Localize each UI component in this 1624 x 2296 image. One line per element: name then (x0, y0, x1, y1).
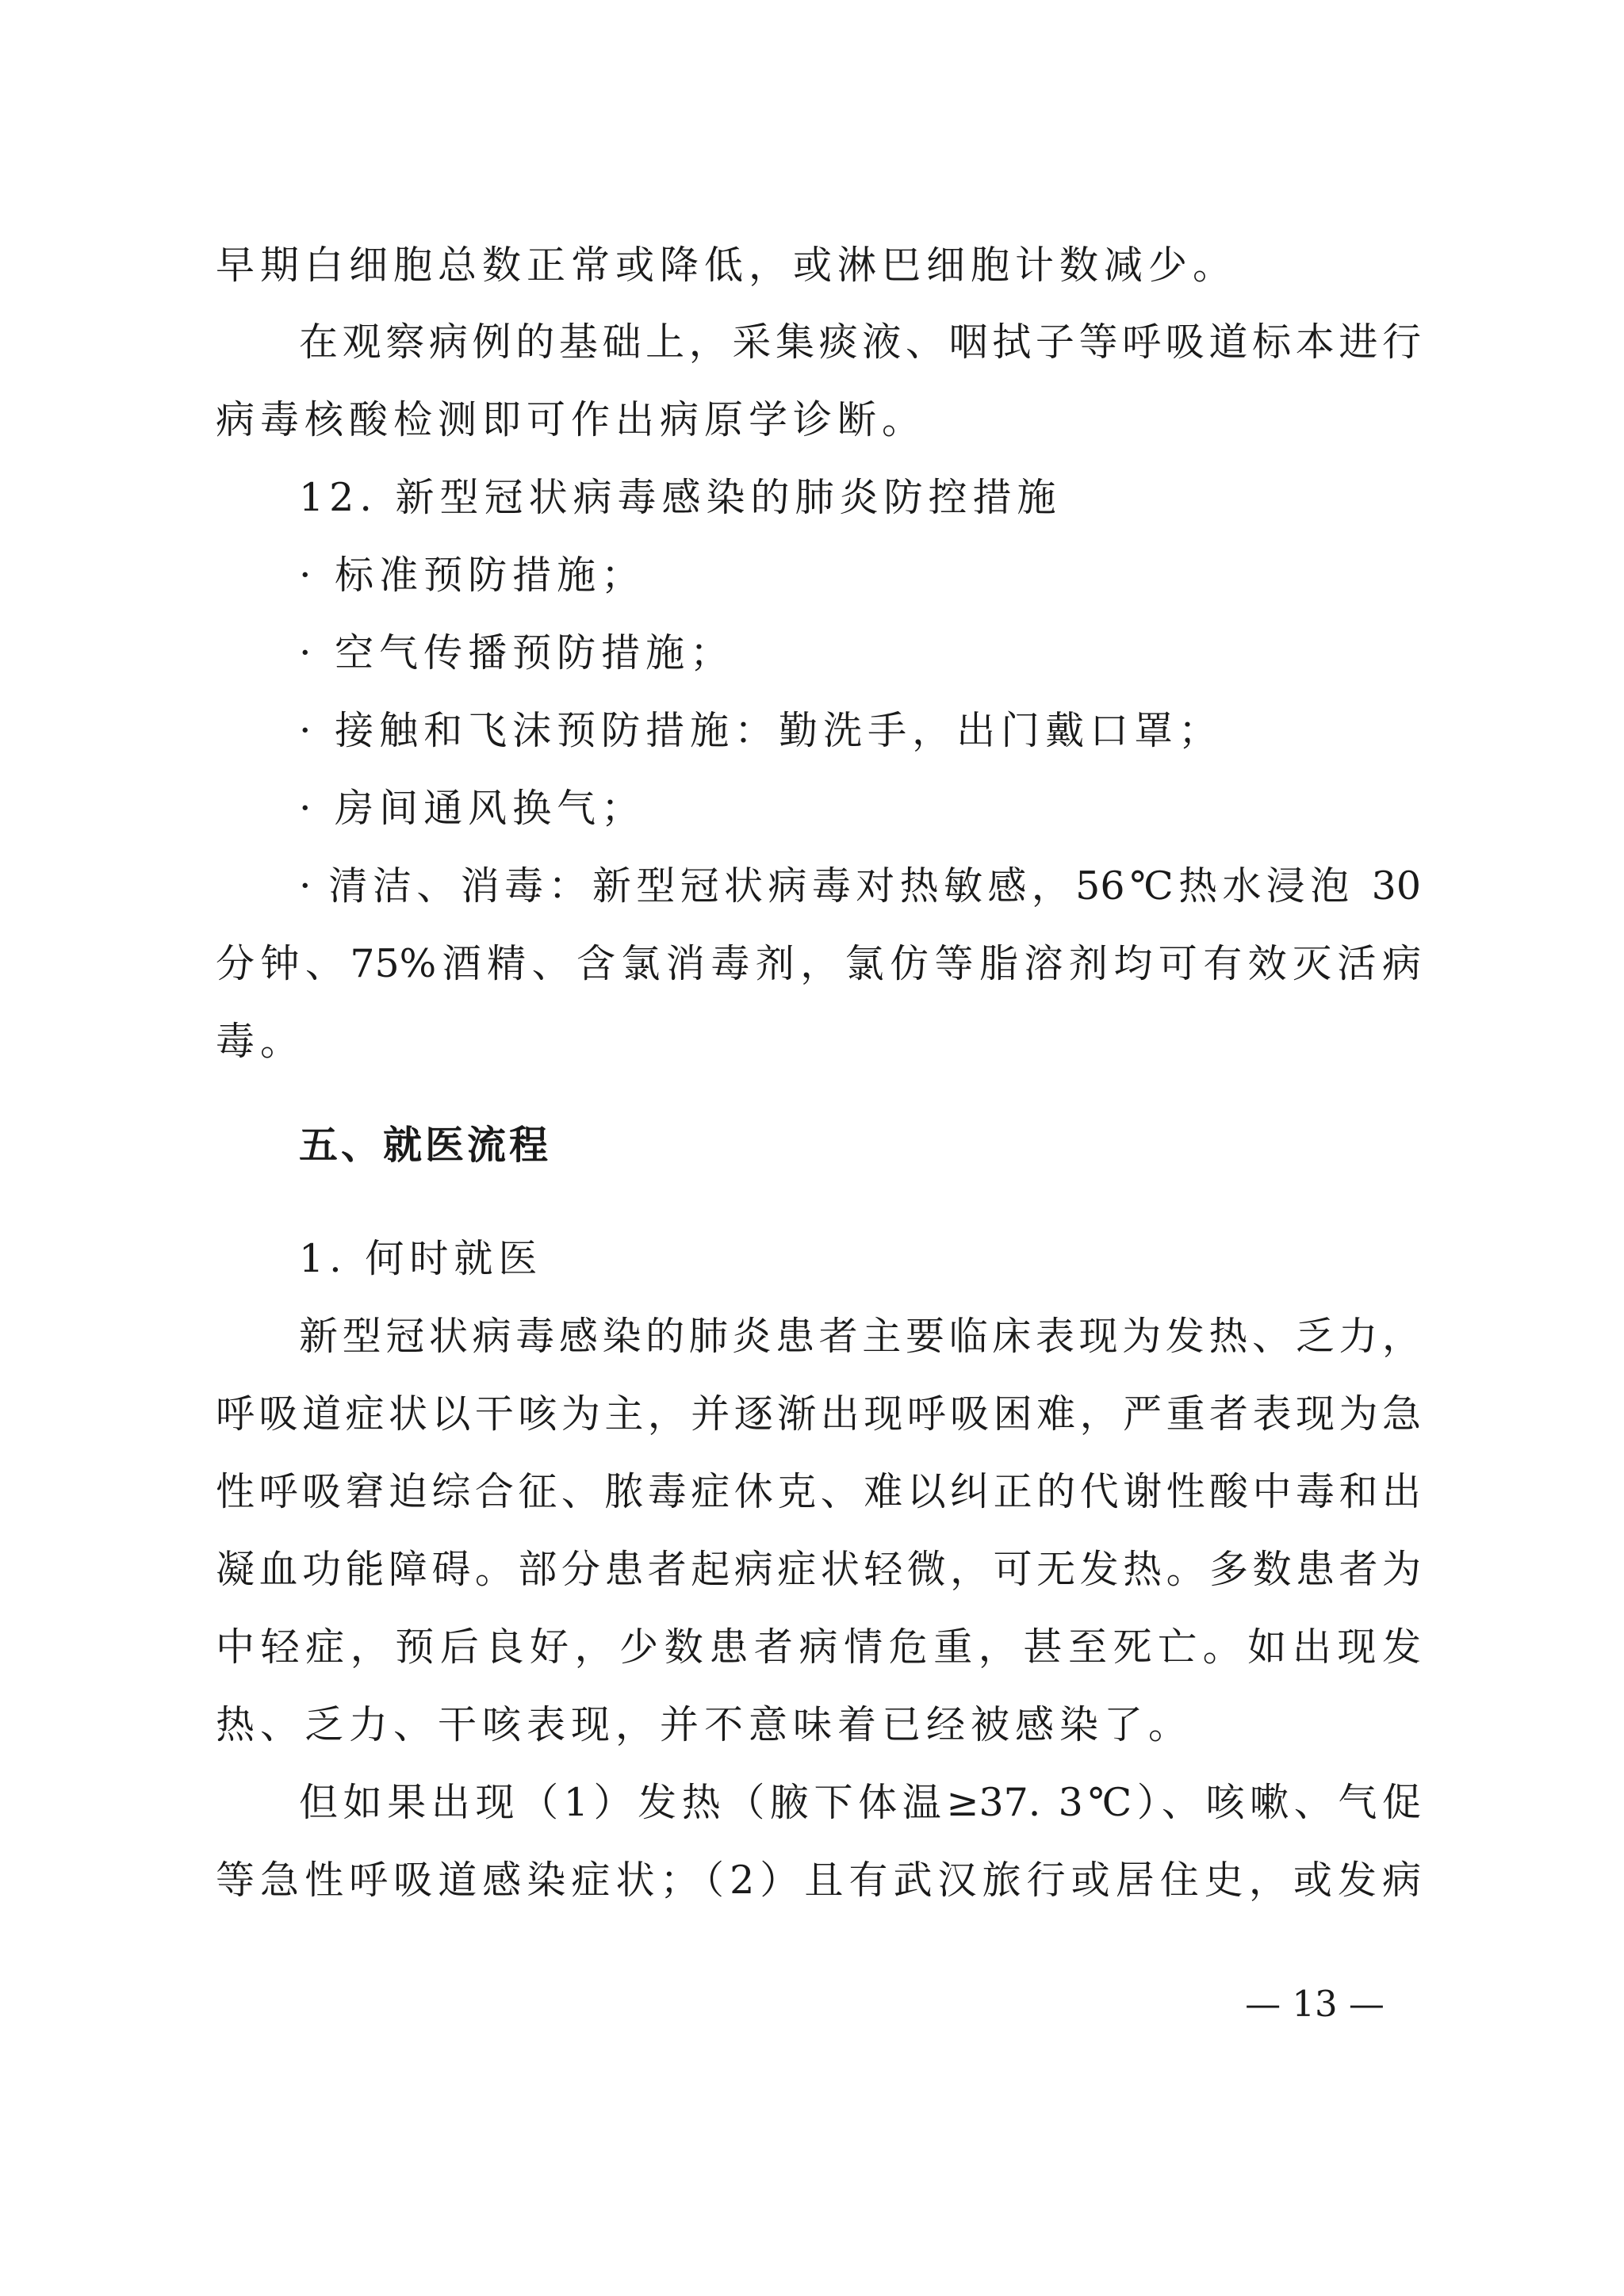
section-heading: 五、就医流程 (299, 1123, 552, 1168)
paragraph-line: 等急性呼吸道感染症状；（2）且有武汉旅行或居住史，或发病 (216, 1858, 1421, 1903)
bullet-item: · 空气传播预防措施； (299, 630, 735, 675)
paragraph-line: 中轻症，预后良好，少数患者病情危重，甚至死亡。如出现发 (216, 1624, 1421, 1670)
paragraph-line: 分钟、75%酒精、含氯消毒剂，氯仿等脂溶剂均可有效灭活病 (216, 941, 1421, 986)
paragraph-line: 凝血功能障碍。部分患者起病症状轻微，可无发热。多数患者为 (216, 1547, 1421, 1592)
paragraph-line: 早期白细胞总数正常或降低，或淋巴细胞计数减少。 (216, 243, 1238, 288)
section-subtitle: 1. 何时就医 (299, 1236, 543, 1281)
paragraph-line: 呼吸道症状以干咳为主，并逐渐出现呼吸困难，严重者表现为急 (216, 1391, 1421, 1437)
bullet-item: · 标准预防措施； (299, 553, 646, 598)
paragraph-line: 新型冠状病毒感染的肺炎患者主要临床表现为发热、乏力， (299, 1314, 1421, 1359)
bullet-item: · 清洁、消毒：新型冠状病毒对热敏感，56℃热水浸泡 30 (299, 863, 1421, 909)
paragraph-line: 热、乏力、干咳表现，并不意味着已经被感染了。 (216, 1702, 1193, 1747)
bullet-item: · 接触和飞沫预防措施：勤洗手，出门戴口罩； (299, 708, 1224, 753)
bullet-item: · 房间通风换气； (299, 786, 646, 831)
paragraph-line: 毒。 (216, 1019, 305, 1064)
section-subtitle: 12. 新型冠状病毒感染的肺炎防控措施 (299, 475, 1062, 520)
page-number: — 13 — (1245, 1983, 1385, 2025)
paragraph-line: 但如果出现（1）发热（腋下体温≥37. 3℃）、咳嗽、气促 (299, 1780, 1421, 1825)
paragraph-line: 病毒核酸检测即可作出病原学诊断。 (216, 397, 927, 442)
paragraph-line: 在观察病例的基础上，采集痰液、咽拭子等呼吸道标本进行 (299, 320, 1421, 365)
paragraph-line: 性呼吸窘迫综合征、脓毒症休克、难以纠正的代谢性酸中毒和出 (216, 1469, 1421, 1514)
